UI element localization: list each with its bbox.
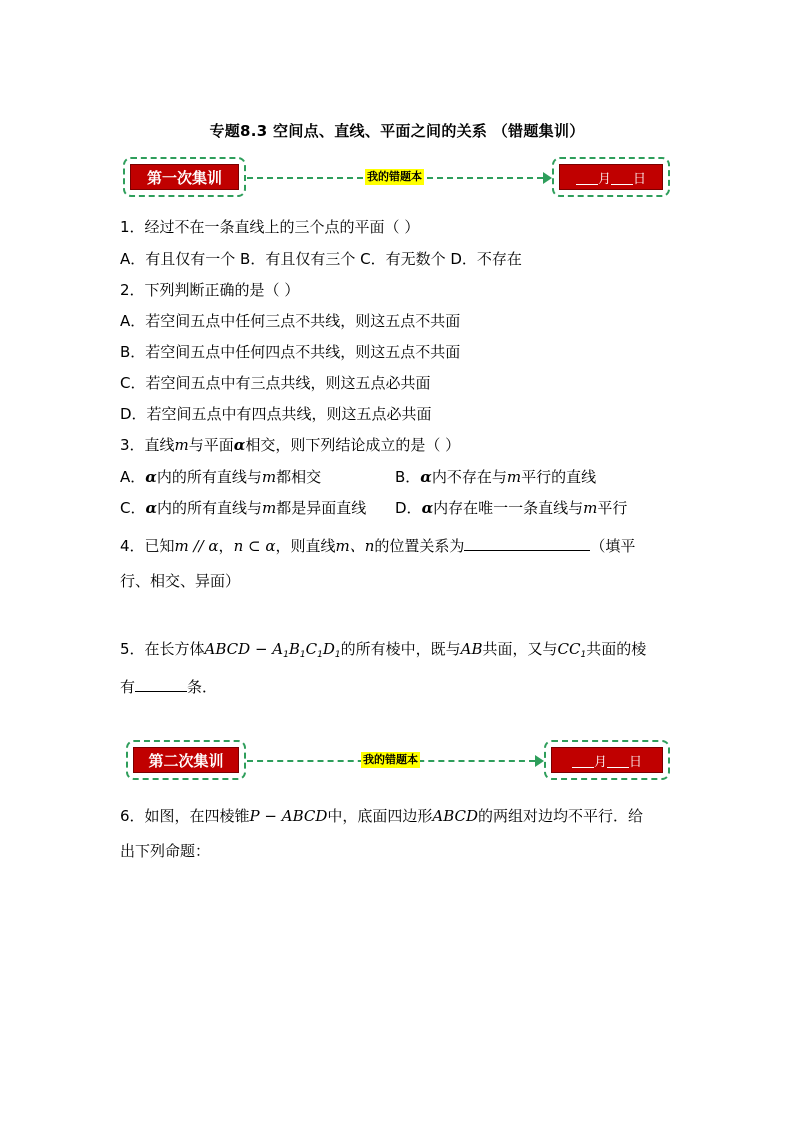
- question-2-option-c: C．若空间五点中有三点共线，则这五点必共面: [120, 374, 431, 392]
- question-3-option-b: B．α内不存在与m平行的直线: [395, 468, 597, 486]
- question-4-line-2: 行、相交、异面）: [120, 572, 241, 590]
- training-banner-1: [123, 157, 670, 199]
- page-title: 专题8.3 空间点、直线、平面之间的关系 （错题集训）: [209, 122, 585, 140]
- session-label: 第二次集训: [133, 747, 239, 773]
- question-6-stem: 6．如图，在四棱锥P − ABCD中，底面四边形ABCD的两组对边均不平行．给: [120, 807, 644, 825]
- date-box: [552, 157, 670, 197]
- date-field[interactable]: 月 日: [559, 164, 663, 190]
- session-label-box: [126, 740, 246, 780]
- question-3-stem: 3．直线m与平面α相交，则下列结论成立的是（ ）: [120, 436, 461, 454]
- session-label-box: [123, 157, 246, 197]
- error-book-tag: 我的错题本: [367, 170, 422, 183]
- training-banner-2: [123, 740, 670, 782]
- question-2-option-d: D．若空间五点中有四点共线，则这五点必共面: [120, 405, 432, 423]
- question-3-option-c: C．α内的所有直线与m都是异面直线: [120, 499, 367, 517]
- session-label: 第一次集训: [130, 164, 239, 190]
- question-3-option-d: D．α内存在唯一一条直线与m平行: [395, 499, 628, 517]
- answer-blank[interactable]: [464, 536, 590, 551]
- question-2-option-a: A．若空间五点中任何三点不共线，则这五点不共面: [120, 312, 461, 330]
- question-5-stem: 5．在长方体ABCD − $A_1B_1C_1D_1$的所有棱中，既与AB共面，又与$CC_1$共面的棱: [120, 640, 647, 660]
- error-book-tag: 我的错题本: [363, 753, 418, 766]
- question-3-option-a: A．α内的所有直线与m都相交: [120, 468, 322, 486]
- question-4-stem: 4．已知m // α，n ⊂ α，则直线m、n的位置关系为 （填平: [120, 537, 636, 555]
- arrow-head-icon: [543, 172, 552, 184]
- date-field[interactable]: 月 日: [551, 747, 663, 773]
- answer-blank[interactable]: [135, 677, 187, 692]
- question-2-option-b: B．若空间五点中任何四点不共线，则这五点不共面: [120, 343, 461, 361]
- question-1-options: A．有且仅有一个 B．有且仅有三个 C．有无数个 D．不存在: [120, 250, 522, 268]
- question-2-stem: 2．下列判断正确的是（ ）: [120, 281, 300, 299]
- question-6-line-2: 出下列命题：: [120, 842, 211, 860]
- question-1-stem: 1．经过不在一条直线上的三个点的平面（ ）: [120, 218, 420, 236]
- date-box: [544, 740, 670, 780]
- arrow-head-icon: [535, 755, 544, 767]
- question-5-line-2: 有 条．: [120, 678, 218, 696]
